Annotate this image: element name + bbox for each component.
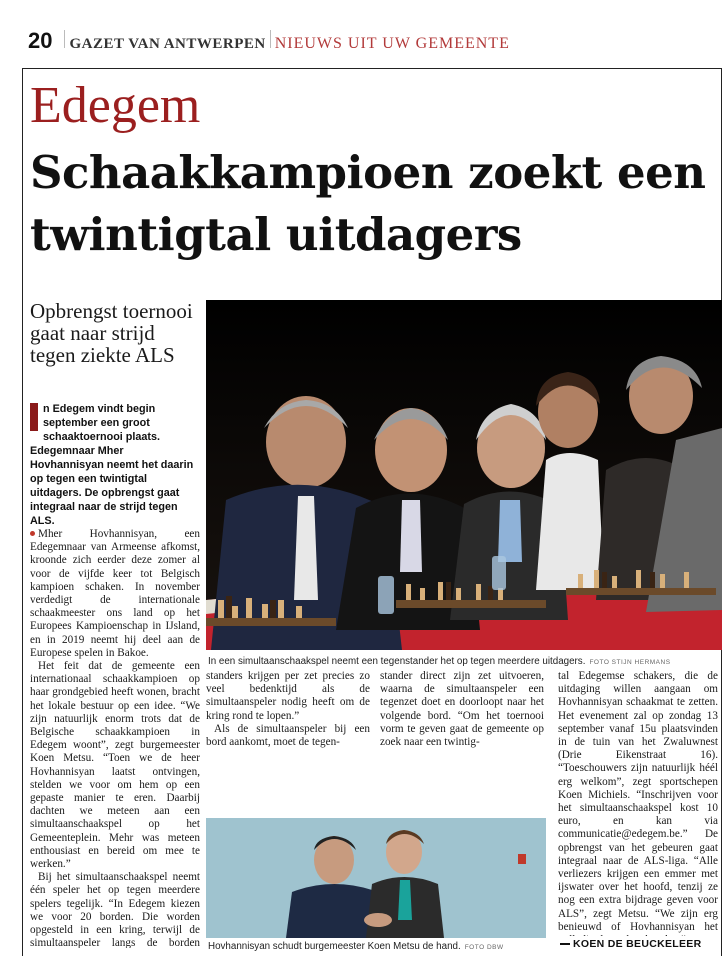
article-byline xyxy=(560,938,702,950)
handshake-photo-caption xyxy=(208,941,504,952)
article-column-4 xyxy=(558,670,718,936)
handshake-photo xyxy=(206,818,546,938)
handshake-photo-illustration xyxy=(206,818,546,938)
article-subhead: Opbrengst toernooi gaat naar strijd tegen ziekte ALS xyxy=(30,299,193,367)
paragraph: Bij het simultaanschaakspel neemt één speler het op tegen meerdere spelers tegelijk. “In Edegem kiezen we voor 20 borden. Die worden opgesteld in een kring, terwijl de simultaanspeler langs de borden xyxy=(30,871,200,948)
article-headline: Schaakkampioen zoekt een twintigtal uitdagers xyxy=(30,146,706,261)
paragraph xyxy=(30,528,200,660)
article-column-1 xyxy=(30,528,200,948)
byline-dash xyxy=(560,943,570,945)
masthead xyxy=(28,28,510,58)
photo-credit: FOTO STIJN HERMANS xyxy=(589,659,671,666)
divider xyxy=(64,30,65,48)
paragraph: tal Edegemse schakers, die de uitdaging willen aangaan om Hovhannisyan schaakmat te zetten. Het evenement zal op zondag 13 september vanaf 15u plaatsvinden in de tuin van het Zwaluwnest (Drie Eikenstraat 16). “Toeschouwers zijn natuurlijk héél erg welkom”, zegt sportschepen Koen Michiels. “Inschrijven voor het simultaanschaakspel kost 10 euro, en kan via communicatie@edegem.be.” De opbrengst van het gebeuren gaat integraal naar de ALS-liga. “Alle verliezers krijgen een emmer met ijswater over het hoofd, tenzij ze nog een extra bijdrage geven voor ALS”, zegt Metsu. “We zijn erg benieuwd of Hovhannisyan het xyxy=(558,670,718,933)
caption-text: Hovhannisyan schudt burgemeester Koen Metsu de hand. xyxy=(208,941,461,952)
paragraph: standers krijgen per zet precies zo veel bedenktijd als de simultaanspeler nodig heeft om de kring rond te lopen.” xyxy=(206,670,370,722)
photo-credit: FOTO DBW xyxy=(464,944,504,951)
intro-text: n Edegem vindt begin september een groot schaaktoernooi plaats. Edegemnaar Mher Hovhannisyan neemt het daarin op tegen een twintigtal uitdagers. De opbrengst gaat integraal naar de strijd tegen ALS. xyxy=(30,403,194,527)
main-photo xyxy=(206,300,722,650)
paragraph: Het feit dat de gemeente een internationaal schaakkampioen op haar grondgebied heeft wonen, bracht het lokale bestuur op een idee. “We zijn natuurlijk enorm trots dat de Belgische schaakkampioen in Edegem woont”, zegt burgemeester Koen Metsu. “Toen we de heer Hovhannisyan laatst ontvingen, stelden we voor om hem op een gepaste manier te eren. Daarbij dachten we meteen aan een simultaanschaakspel op het Gemeenteplein. Mehr was meteen enthousiast en bereid om mee te werken.” xyxy=(30,660,200,871)
article-kicker: Edegem xyxy=(30,77,201,134)
article-column-2 xyxy=(206,670,370,805)
page-number: 20 xyxy=(28,28,53,53)
divider xyxy=(270,30,271,48)
caption-text: In een simultaanschaakspel neemt een tegenstander het op tegen meerdere uitdagers. xyxy=(208,656,586,667)
paragraph-text: Mher Hovhannisyan, een Edegemnaar van Armeense afkomst, kroonde zich eerder deze zomer al voor de vijfde keer tot Belgisch kampioen schaken. In november verdedigt de internationale schaakmeester ons land op het Europees Kampioenschap in IJsland, en in 2019 neemt hij deel aan de Europese spelen in Bakoe. xyxy=(30,528,200,659)
article-column-3 xyxy=(380,670,544,805)
bullet-icon xyxy=(30,531,35,536)
paper-name: GAZET VAN ANTWERPEN xyxy=(69,36,266,52)
paragraph: stander direct zijn zet uitvoeren, waarna de simultaanspeler een tegenzet doet en doorloopt naar het volgende bord. “Om het toernooi vorm te geven gaat de gemeente op zoek naar een twintig- xyxy=(380,670,544,749)
chess-simul-photo-illustration xyxy=(206,300,722,650)
byline-text: KOEN DE BEUCKELEER xyxy=(573,938,702,950)
main-photo-caption xyxy=(208,656,671,667)
article-intro xyxy=(30,402,200,528)
section-name: NIEUWS UIT UW GEMEENTE xyxy=(274,35,510,52)
paragraph: Als de simultaanspeler bij een bord aankomt, moet de tegen- xyxy=(206,722,370,749)
drop-cap-mark xyxy=(30,403,38,431)
